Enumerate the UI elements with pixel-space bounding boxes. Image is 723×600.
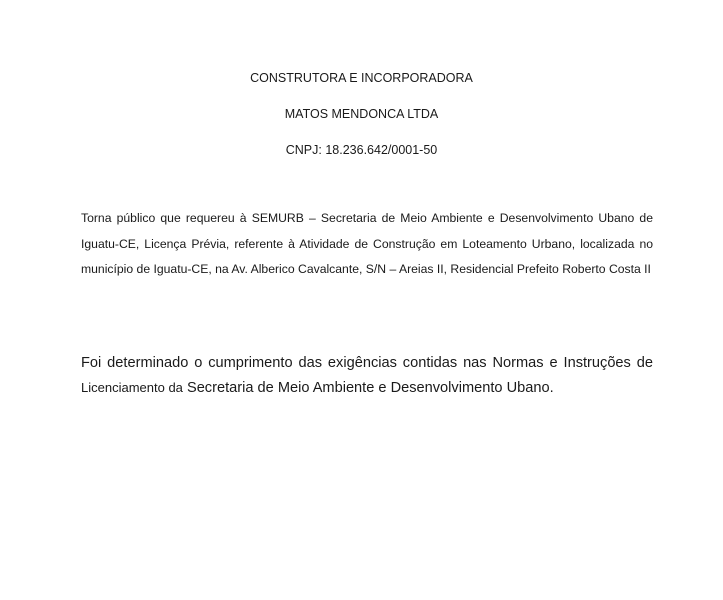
notice-text-part-2: Licenciamento da — [81, 379, 183, 395]
notice-text-part-1: Foi determinado o cumprimento das exigências contidas nas Normas e Instruções de — [81, 355, 653, 371]
company-name-line-1: CONSTRUTORA E INCORPORADORA — [250, 71, 473, 85]
compliance-notice — [81, 351, 653, 400]
company-cnpj: CNPJ: 18.236.642/0001-50 — [285, 143, 438, 157]
notice-text-part-3: Secretaria de Meio Ambiente e Desenvolvimento Ubano. — [182, 379, 554, 396]
license-request-paragraph: Torna público que requereu à SEMURB – Secretaria de Meio Ambiente e Desenvolvimento Ubano de Iguatu-CE, Licença Prévia, referente à Atividade de Construção em Loteamento Urbano, localizada no município de Iguatu-CE, na Av. Alberico Cavalcante, S/N – Areias II, Residencial Prefeito Roberto Costa II — [81, 211, 653, 276]
company-name-line-2: MATOS MENDONCA LTDA — [284, 107, 439, 121]
